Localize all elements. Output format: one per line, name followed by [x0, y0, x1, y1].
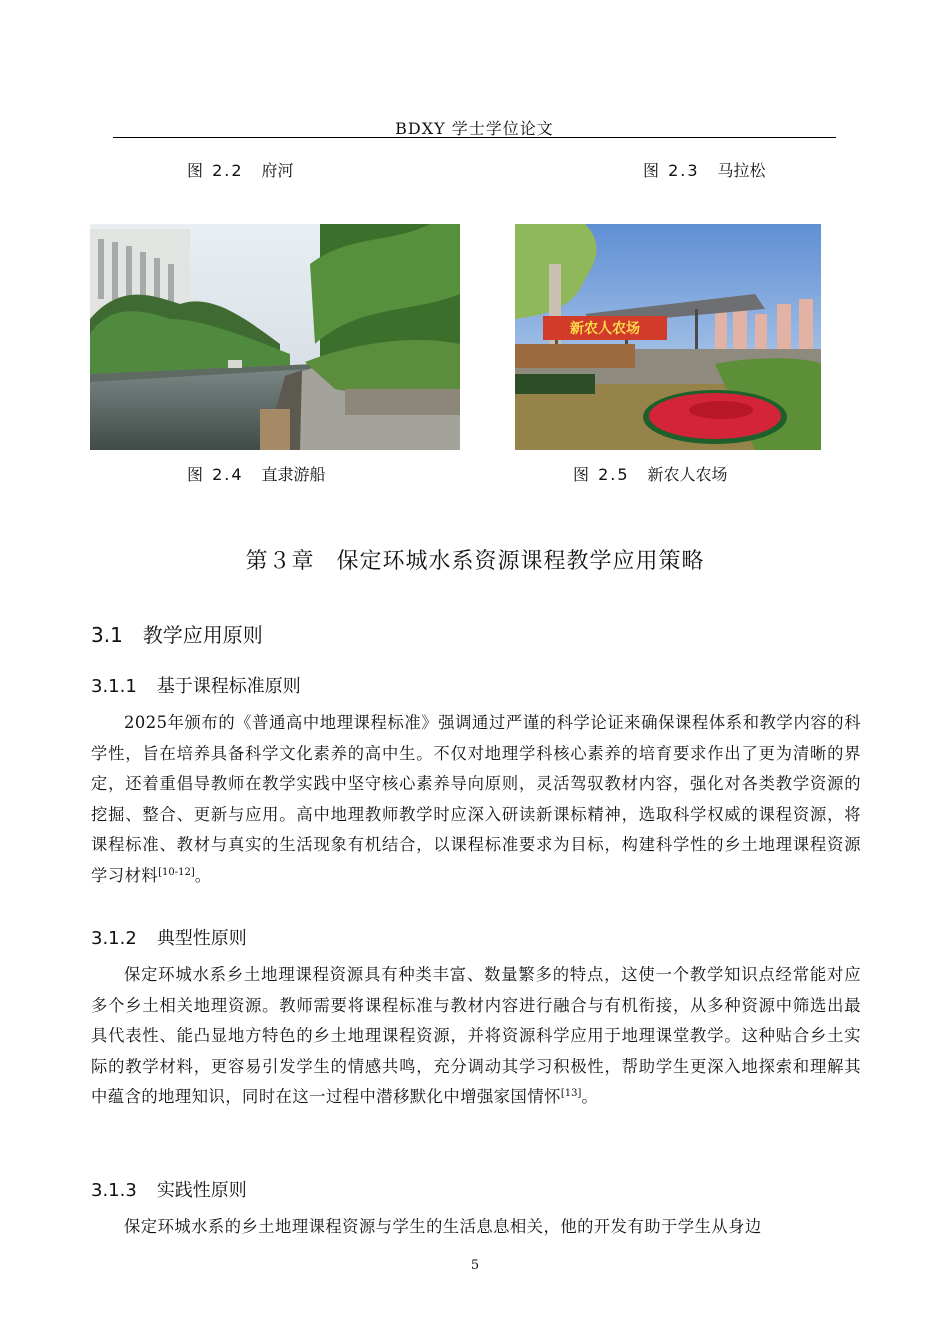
figure-title: 直隶游船 [261, 465, 326, 484]
citation: [10-12] [158, 866, 195, 878]
section-number: 3.1 [91, 623, 123, 647]
figure-number: 图 2.2 [187, 161, 244, 180]
section-number: 3.1.2 [91, 928, 137, 949]
running-header: BDXY 学士学位论文 [395, 119, 554, 138]
chapter-title: 保定环城水系资源课程教学应用策略 [336, 549, 705, 574]
figure-title: 马拉松 [717, 161, 766, 180]
paragraph-3-1-3 [91, 1212, 861, 1243]
citation: [13] [560, 1088, 582, 1099]
section-heading-3-1-2 [91, 924, 247, 950]
river-photo [90, 224, 460, 450]
section-number: 3.1.3 [91, 1180, 137, 1201]
figure-caption-2-3 [643, 158, 766, 181]
header-rule [113, 137, 836, 138]
paragraph-text: 2025年颁布的《普通高中地理课程标准》强调通过严谨的科学论证来确保课程体系和教学内容的科学性，旨在培养具备科学文化素养的高中生。不仅对地理学科核心素养的培育要求作出了更为清晰的界定，还着重倡导教师在教学实践中坚守核心素养导向原则，灵活驾驭教材内容，强化对各类教学资源的挖掘、整合、更新与应用。高中地理教师教学时应深入研读新课标精神，选取科学权威的课程资源，将课程标准、教材与真实的生活现象有机结合，以课程标准要求为目标，构建科学性的乡土地理课程资源学习材料 [91, 713, 861, 885]
farm-sign-text: 新农人农场 [570, 321, 640, 337]
section-title: 实践性原则 [156, 1180, 247, 1201]
paragraph-end: 。 [194, 865, 212, 885]
paragraph-text: 保定环城水系的乡土地理课程资源与学生的生活息息相关，他的开发有助于学生从身边 [124, 1217, 762, 1236]
chapter-heading [0, 544, 950, 575]
section-title: 基于课程标准原则 [156, 676, 301, 697]
section-heading-3-1-1 [91, 672, 301, 698]
chapter-number: 第３章 [245, 549, 315, 574]
figure-title: 府河 [261, 161, 294, 180]
paragraph-3-1-2 [91, 960, 861, 1113]
figure-caption-2-5 [573, 462, 728, 485]
section-heading-3-1-3 [91, 1176, 247, 1202]
paragraph-text: 保定环城水系乡土地理课程资源具有种类丰富、数量繁多的特点，这使一个教学知识点经常能对应多个乡土相关地理资源。教师需要将课程标准与教材内容进行融合与有机衔接，从多种资源中筛选出最具代表性、能凸显地方特色的乡土地理课程资源，并将资源科学应用于地理课堂教学。这种贴合乡土实际的教学材料，更容易引发学生的情感共鸣，充分调动其学习积极性，帮助学生更深入地探索和理解其中蕴含的地理知识，同时在这一过程中潜移默化中增强家国情怀 [91, 965, 861, 1106]
section-heading-3-1 [91, 619, 263, 648]
section-number: 3.1.1 [91, 676, 137, 697]
farm-photo [515, 224, 821, 450]
figure-number: 图 2.4 [187, 465, 244, 484]
page-number: 5 [470, 1258, 480, 1273]
paragraph-end: 。 [581, 1087, 599, 1106]
section-title: 教学应用原则 [142, 623, 263, 647]
section-title: 典型性原则 [156, 928, 247, 949]
figure-caption-2-4 [187, 462, 326, 485]
figure-number: 图 2.3 [643, 161, 700, 180]
figure-title: 新农人农场 [647, 465, 728, 484]
paragraph-3-1-1 [91, 708, 861, 891]
figure-number: 图 2.5 [573, 465, 630, 484]
figure-caption-2-2 [187, 158, 294, 181]
